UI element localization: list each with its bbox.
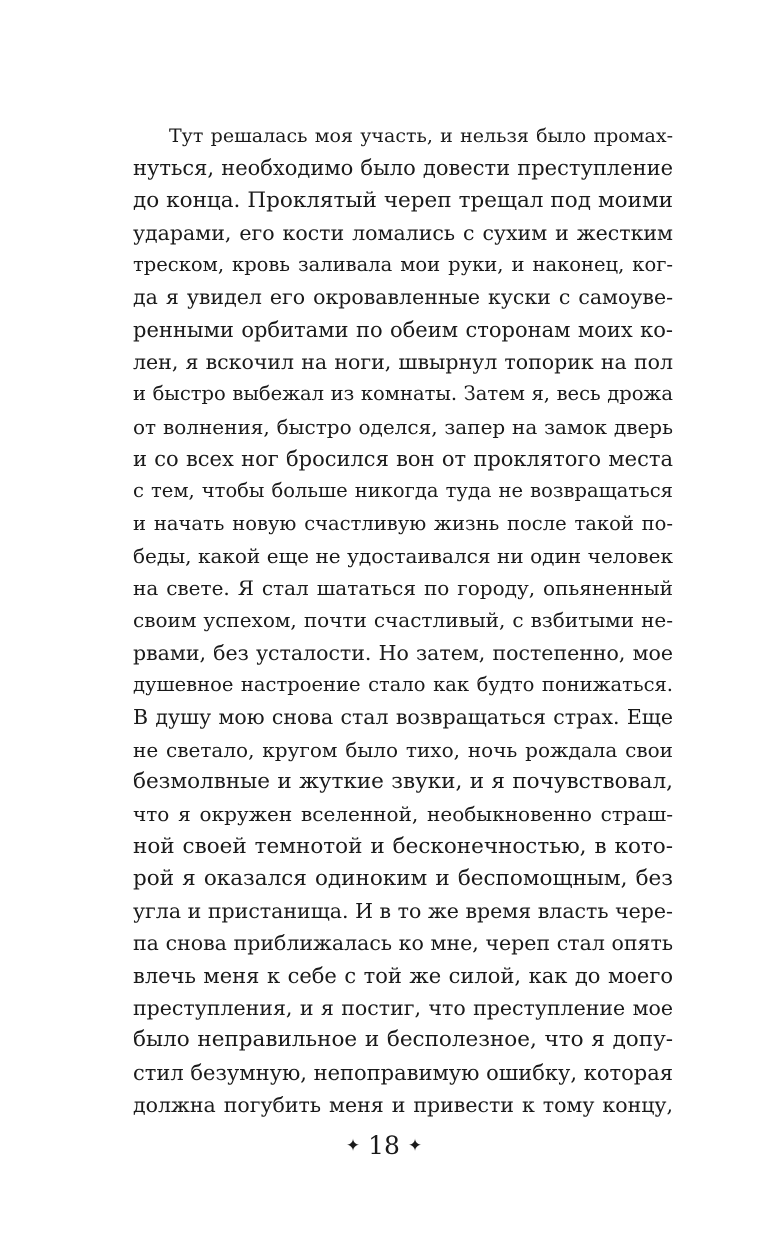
text-line: не светало, кругом было тихо, ночь рождала свои	[133, 737, 673, 762]
text-line: и начать новую счастливую жизнь после такой по-	[133, 511, 673, 535]
text-line: душевное настроение стало как будто понижаться.	[133, 673, 673, 697]
text-line: ударами, его кости ломались с сухим и жестким	[133, 220, 673, 245]
body-text	[133, 120, 673, 1121]
ornament-right-icon: ✦	[407, 1135, 423, 1156]
text-line: было неправильное и бесполезное, что я допу-	[133, 1027, 673, 1053]
text-line: лен, я вскочил на ноги, швырнул топорик на пол	[133, 350, 673, 375]
text-line: да я увидел его окровавленные куски с самоуве-	[133, 285, 673, 310]
text-line: безмолвные и жуткие звуки, и я почувствовал,	[133, 768, 673, 794]
page-number: 18	[368, 1131, 400, 1160]
text-line: на свете. Я стал шататься по городу, опьяненный	[133, 576, 673, 601]
text-line: должна погубить меня и привести к тому концу,	[133, 1092, 673, 1117]
text-line: своим успехом, почти счастливый, с взбитыми не-	[133, 608, 673, 633]
ornament-left-icon: ✦	[345, 1135, 361, 1156]
text-line: В душу мою снова стал возвращаться страх. Еще	[133, 705, 673, 730]
page-number-footer	[0, 1130, 768, 1164]
text-line: от волнения, быстро оделся, запер на замок дверь	[133, 414, 673, 439]
text-line: влечь меня к себе с той же силой, как до моего	[133, 963, 673, 988]
text-line: треском, кровь заливала мои руки, и наконец, ког-	[133, 253, 673, 277]
text-line: с тем, чтобы больше никогда туда не возвращаться	[133, 479, 673, 503]
text-line: Тут решалась моя участь, и нельзя было промах-	[169, 125, 673, 147]
text-line: стил безумную, непоправимую ошибку, которая	[133, 1060, 673, 1085]
text-line: и быстро выбежал из комнаты. Затем я, весь дрожа	[133, 382, 673, 406]
text-line: угла и пристанища. И в то же время власть чере-	[133, 899, 673, 924]
text-line: рвами, без усталости. Но затем, постепенно, мое	[133, 640, 673, 665]
text-line: что я окружен вселенной, необыкновенно страш-	[133, 802, 673, 827]
text-line: преступления, и я постиг, что преступление мое	[133, 996, 673, 1021]
text-line: рой я оказался одиноким и беспомощным, без	[133, 865, 673, 891]
text-line: до конца. Проклятый череп трещал под моими	[133, 187, 673, 213]
text-line: и со всех ног бросился вон от проклятого места	[133, 446, 673, 471]
text-line: ной своей темнотой и бесконечностью, в кото-	[133, 833, 673, 859]
text-line: нуться, необходимо было довести преступление	[133, 156, 673, 181]
text-line: беды, какой еще не удостаивался ни один человек	[133, 543, 673, 568]
text-line: па снова приближалась ко мне, череп стал опять	[133, 931, 673, 956]
text-line: ренными орбитами по обеим сторонам моих ко-	[133, 317, 673, 342]
